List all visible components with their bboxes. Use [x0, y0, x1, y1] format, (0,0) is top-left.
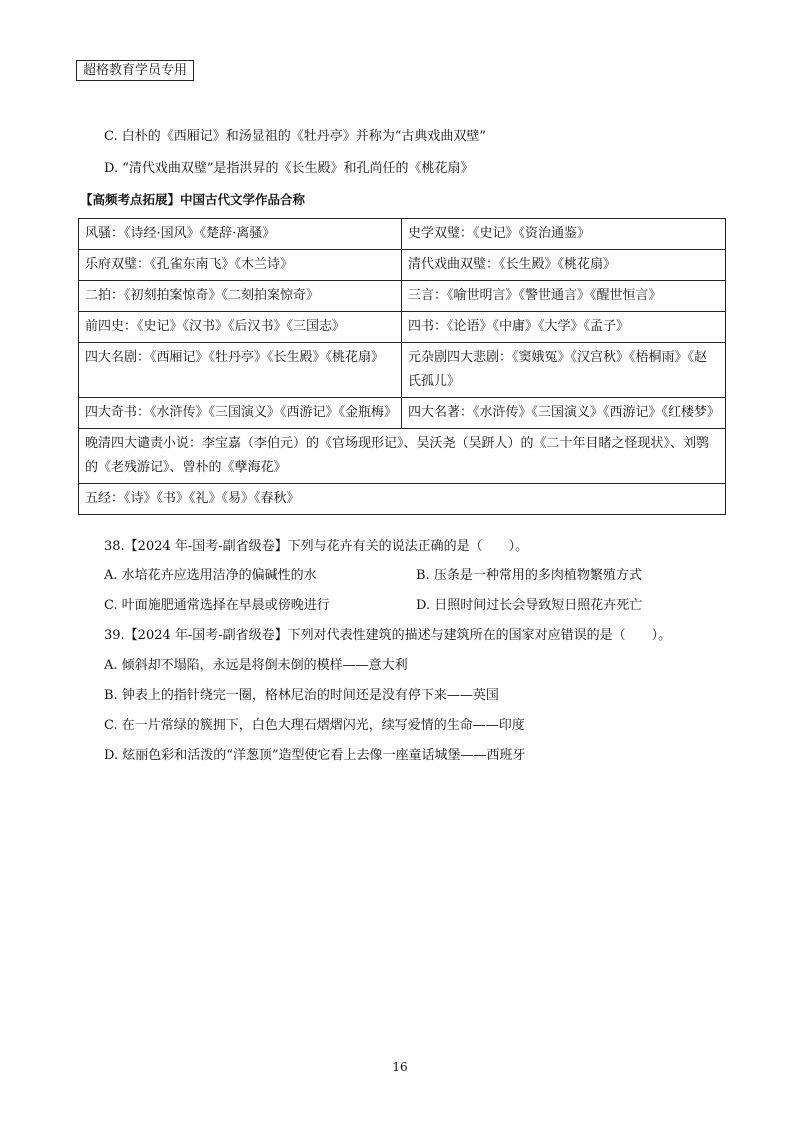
- section-title: 【高频考点拓展】中国古代文学作品合称: [80, 192, 306, 207]
- table-row: [79, 250, 726, 281]
- q39-option-b: B. 钟表上的指针绕完一圈，格林尼治的时间还是没有停下来——英国: [104, 688, 499, 703]
- table-cell-full: 五经：《诗》《书》《礼》《易》《春秋》: [79, 484, 726, 515]
- table-row: [79, 219, 726, 250]
- q38-stem: 38.【2024 年-国考-副省级卷】下列与花卉有关的说法正确的是（ ）。: [104, 539, 529, 554]
- table-cell: 乐府双璧：《孔雀东南飞》《木兰诗》: [79, 250, 402, 281]
- q39-stem: 39.【2024 年-国考-副省级卷】下列对代表性建筑的描述与建筑所在的国家对应错误的是（ ）。: [104, 628, 672, 643]
- table-cell: 二拍：《初刻拍案惊奇》《二刻拍案惊奇》: [79, 281, 402, 312]
- header-label: 超格教育学员专用: [76, 60, 194, 81]
- q38-option-a: A. 水培花卉应选用洁净的偏碱性的水: [104, 568, 317, 583]
- table-cell: 三言：《喻世明言》《警世通言》《醒世恒言》: [402, 281, 726, 312]
- table-row: [79, 343, 726, 398]
- table-row: [79, 281, 726, 312]
- q38-option-c: C. 叶面施肥通常选择在早晨或傍晚进行: [104, 598, 330, 613]
- table-cell: 清代戏曲双璧：《长生殿》《桃花扇》: [402, 250, 726, 281]
- table-cell: 四大奇书：《水浒传》《三国演义》《西游记》《金瓶梅》: [79, 398, 402, 429]
- table-row: [79, 484, 726, 515]
- q39-option-d: D. 炫丽色彩和活泼的“洋葱顶”造型使它看上去像一座童话城堡——西班牙: [104, 748, 526, 763]
- q38-option-d: D. 日照时间过长会导致短日照花卉死亡: [416, 598, 643, 613]
- table-cell: 四大名著：《水浒传》《三国演义》《西游记》《红楼梦》: [402, 398, 726, 429]
- q38-option-b: B. 压条是一种常用的多肉植物繁殖方式: [416, 568, 642, 583]
- table-row: [79, 312, 726, 343]
- q39-option-c: C. 在一片常绿的簇拥下，白色大理石熠熠闪光，续写爱情的生命——印度: [104, 718, 525, 733]
- table-cell: 前四史：《史记》《汉书》《后汉书》《三国志》: [79, 312, 402, 343]
- table-row: [79, 398, 726, 429]
- q39-option-a: A. 倾斜却不塌陷，永远是将倒未倒的模样——意大利: [104, 658, 408, 673]
- prev-option-c: C. 白朴的《西厢记》和汤显祖的《牡丹亭》并称为“古典戏曲双壁”: [104, 129, 487, 144]
- table-cell: 风骚：《诗经·国风》《楚辞·离骚》: [79, 219, 402, 250]
- table-cell-full: 晚清四大谴责小说：李宝嘉（李伯元）的《官场现形记》、吴沃尧（吴趼人）的《二十年目睹之怪现状》、刘鹗的《老残游记》、曾朴的《孽海花》: [79, 429, 726, 484]
- table-cell: 史学双璧：《史记》《资治通鉴》: [402, 219, 726, 250]
- page-number: 16: [392, 1060, 408, 1074]
- table-cell: 四书：《论语》《中庸》《大学》《孟子》: [402, 312, 726, 343]
- prev-option-d: D. “清代戏曲双璧”是指洪昇的《长生殿》和孔尚任的《桃花扇》: [104, 161, 474, 176]
- table-row: [79, 429, 726, 484]
- table-cell: 四大名剧：《西厢记》《牡丹亭》《长生殿》《桃花扇》: [79, 343, 402, 398]
- literature-table: [78, 218, 726, 515]
- table-cell: 元杂剧四大悲剧：《窦娥冤》《汉宫秋》《梧桐雨》《赵氏孤儿》: [402, 343, 726, 398]
